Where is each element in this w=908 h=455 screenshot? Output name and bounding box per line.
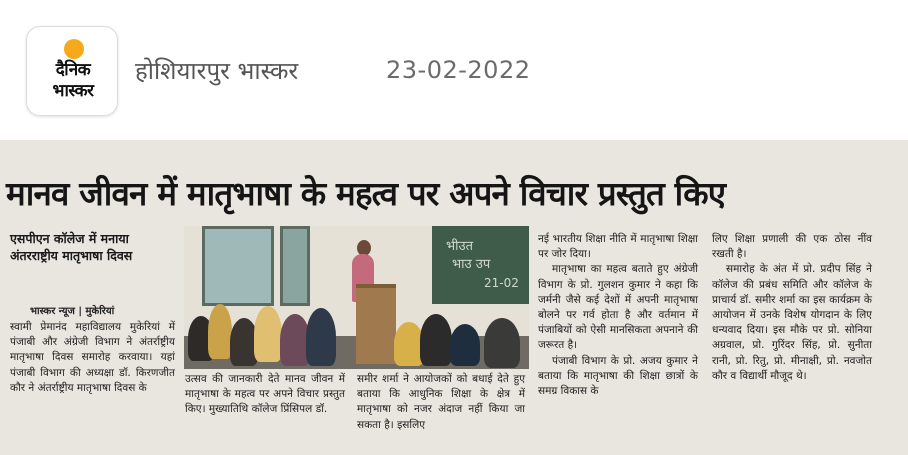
column-2-text: उत्सव की जानकारी देते मानव जीवन में मातृभाषा के महत्व पर अपने विचार प्रस्तुत किए। मुख्यातिथि कॉलेज प्रिंसिपल डॉ.	[185, 373, 345, 416]
audience-member	[254, 306, 282, 362]
column-4-paragraph-2: मातृभाषा का महत्व बताते हुए अंग्रेजी विभाग के प्रो. गुलशन कुमार ने कहा कि जर्मनी जैसे कई देशों में अपनी मातृभाषा बोलने पर गर्व होता है और वर्तमान में पंजाबियों को ऐसी मानसिकता अपनाने की जरूरत है।	[538, 263, 698, 352]
column-5-paragraph-1: लिए शिक्षा प्रणाली की एक ठोस नींव रखती है।	[712, 233, 872, 261]
article-column-4	[538, 232, 698, 399]
article-column-5	[712, 232, 872, 384]
photo-podium	[356, 284, 396, 364]
column-3-text: समीर शर्मा ने आयोजकों को बधाई देते हुए बताया कि आधुनिक शिक्षा के क्षेत्र में मातृभाषा को नजर अंदाज नहीं किया जा सकता है। इसलिए	[357, 373, 525, 431]
sun-icon	[64, 39, 84, 59]
board-text-1: भीउत	[446, 239, 474, 254]
article-column-3	[357, 372, 525, 433]
dainik-bhaskar-logo	[26, 26, 118, 116]
event-photo	[184, 226, 529, 369]
board-text-3: 21-02	[484, 276, 519, 290]
audience-member	[450, 324, 480, 366]
edition-name: होशियारपुर भास्कर	[135, 57, 299, 85]
publication-date: 23-02-2022	[386, 56, 531, 84]
logo-text-line1: दैनिक	[55, 60, 91, 80]
audience-member	[484, 318, 520, 368]
audience-member	[420, 314, 452, 366]
audience-member	[306, 308, 336, 366]
column-4-paragraph-3: पंजाबी विभाग के प्रो. अजय कुमार ने बताया कि मातृभाषा की शिक्षा छात्रों के समग्र विकास के	[538, 354, 698, 398]
article-subhead: एसपीएन कॉलेज में मनाया अंतरराष्ट्रीय मातृभाषा दिवस	[10, 231, 133, 263]
board-text-2: भाउ उप	[452, 257, 491, 272]
article-headline: मानव जीवन में मातृभाषा के महत्व पर अपने विचार प्रस्तुत किए	[6, 174, 726, 213]
article-column-2	[185, 372, 345, 418]
newspaper-clipping	[0, 140, 908, 455]
column-5-paragraph-2: समारोह के अंत में प्रो. प्रदीप सिंह ने कॉलेज की प्रबंध समिति और कॉलेज के प्राचार्य डॉ. समीर शर्मा का इस कार्यक्रम के आयोजन में उनके विशेष योगदान के लिए धन्यवाद दिया। इस मौके पर प्रो. सोनिया अग्रवाल, प्रो. गुरिंदर सिंह, प्रो. सुनीता रानी, प्रो. रितु, प्रो. मीनाक्षी, प्रो. नवजोत कौर व विद्यार्थी मौजूद थे।	[712, 263, 872, 382]
article-byline: भास्कर न्यूज | मुकेरियां	[30, 306, 115, 317]
photo-window	[202, 226, 274, 306]
column-1-text: स्वामी प्रेमानंद महाविद्यालय मुकेरियां में पंजाबी और अंग्रेजी विभाग ने अंतर्राष्ट्रीय मातृभाषा दिवस समारोह करवाया। यहां पंजाबी विभाग की अध्यक्षा डॉ. किरणजीत कौर ने अंतर्राष्ट्रीय मातृभाषा दिवस के	[10, 321, 175, 394]
page-header	[0, 0, 908, 140]
photo-window-2	[280, 226, 310, 306]
article-column-1	[10, 320, 175, 396]
logo-text-line2: भास्कर	[52, 81, 94, 101]
column-4-paragraph-1: नई भारतीय शिक्षा नीति में मातृभाषा शिक्षा पर जोर दिया।	[538, 233, 698, 261]
audience-member	[208, 304, 232, 359]
